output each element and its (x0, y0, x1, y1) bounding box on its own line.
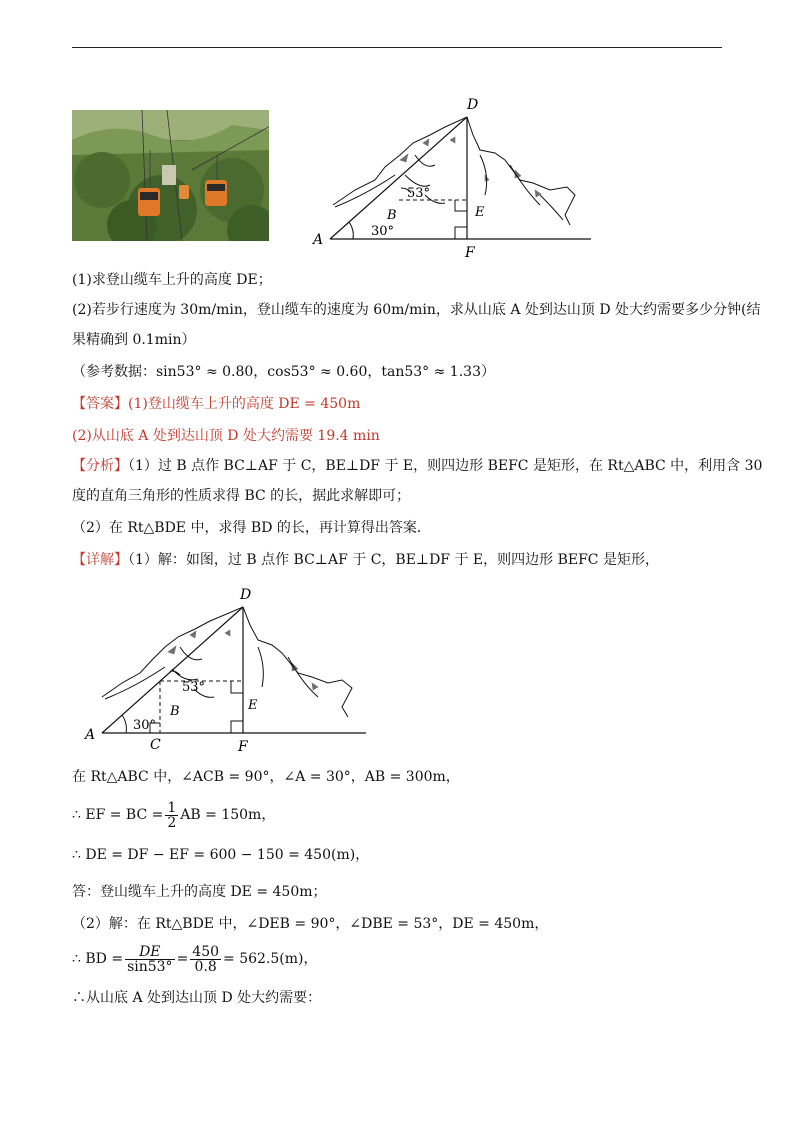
label-F: F (238, 739, 248, 755)
fraction-de-sin: $\frac{DE}{\sin 53^\circ}$ (127, 943, 173, 975)
step-2: ∴ EF = BC = $\frac{1}{2}$ AB = 150m， (72, 799, 276, 831)
label-E: E (475, 205, 485, 220)
analysis-1: （1）过 B 点作 BC⊥AF 于 C，BE⊥DF 于 E，则四边形 BEFC 是矩形，在 Rt△ABC 中，利用含 30 (128, 458, 763, 474)
label-D: D (467, 97, 479, 113)
step-1: 在 Rt△ABC 中，∠ACB = 90°，∠A = 30°，AB = 300m， (72, 769, 460, 785)
fraction-half: $\frac{1}{2}$ (167, 799, 177, 831)
step-5: （2）解：在 Rt△BDE 中，∠DEB = 90°，∠DBE = 53°，DE = 450m， (72, 916, 549, 932)
angle-30-label: 30° (133, 718, 157, 733)
detail-tag: 【详解】 (72, 552, 128, 568)
label-B: B (387, 208, 397, 223)
label-D: D (240, 587, 252, 603)
analysis-tag: 【分析】 (72, 458, 128, 474)
question-1: (1)求登山缆车上升的高度 DE； (72, 272, 272, 288)
angle-53-label: 53° (407, 186, 431, 201)
analysis-1b: 度的直角三角形的性质求得 BC 的长，据此求解即可； (72, 488, 411, 504)
step-4: 答：登山缆车上升的高度 DE = 450m； (72, 884, 327, 900)
step-7: ∴从山底 A 处到达山顶 D 处大约需要： (72, 990, 322, 1006)
label-C: C (150, 737, 161, 753)
label-B: B (170, 704, 180, 719)
detail-1: （1）解：如图，过 B 点作 BC⊥AF 于 C，BE⊥DF 于 E，则四边形 BEFC 是矩形， (128, 552, 659, 568)
mountain-figure-2 (80, 585, 380, 755)
fraction-450-08: $\frac{450}{0.8}$ (192, 943, 220, 975)
question-2-line2: 果精确到 0.1min） (72, 332, 196, 348)
answer-tag: 【答案】 (72, 396, 128, 412)
label-A: A (85, 727, 96, 743)
header-rule (72, 47, 722, 48)
label-E: E (248, 698, 258, 713)
mountain-figure-1 (305, 95, 605, 263)
angle-30-label: 30° (371, 224, 395, 239)
step-3: ∴ DE = DF − EF = 600 − 150 = 450(m)， (72, 847, 370, 863)
step-6: ∴ BD = $\frac{DE}{\sin 53^\circ}$ = $\frac{450}{0.8}$ = 562.5(m)， (72, 943, 318, 975)
answer-2: (2)从山底 A 处到达山顶 D 处大约需要 19.4 min (72, 428, 380, 444)
answer-1: (1)登山缆车上升的高度 DE = 450m (128, 396, 361, 412)
label-F: F (465, 245, 475, 261)
cable-car-photo (72, 110, 269, 241)
reference-data: （参考数据：sin53° ≈ 0.80，cos53° ≈ 0.60，tan53° ≈ 1.33） (72, 364, 495, 380)
analysis-2: （2）在 Rt△BDE 中，求得 BD 的长，再计算得出答案． (72, 520, 431, 536)
question-2-line1: (2)若步行速度为 30m/min，登山缆车的速度为 60m/min，求从山底 A 处到达山顶 D 处大约需要多少分钟(结 (72, 302, 761, 318)
angle-53-label: 53° (182, 680, 206, 695)
label-A: A (313, 232, 324, 248)
